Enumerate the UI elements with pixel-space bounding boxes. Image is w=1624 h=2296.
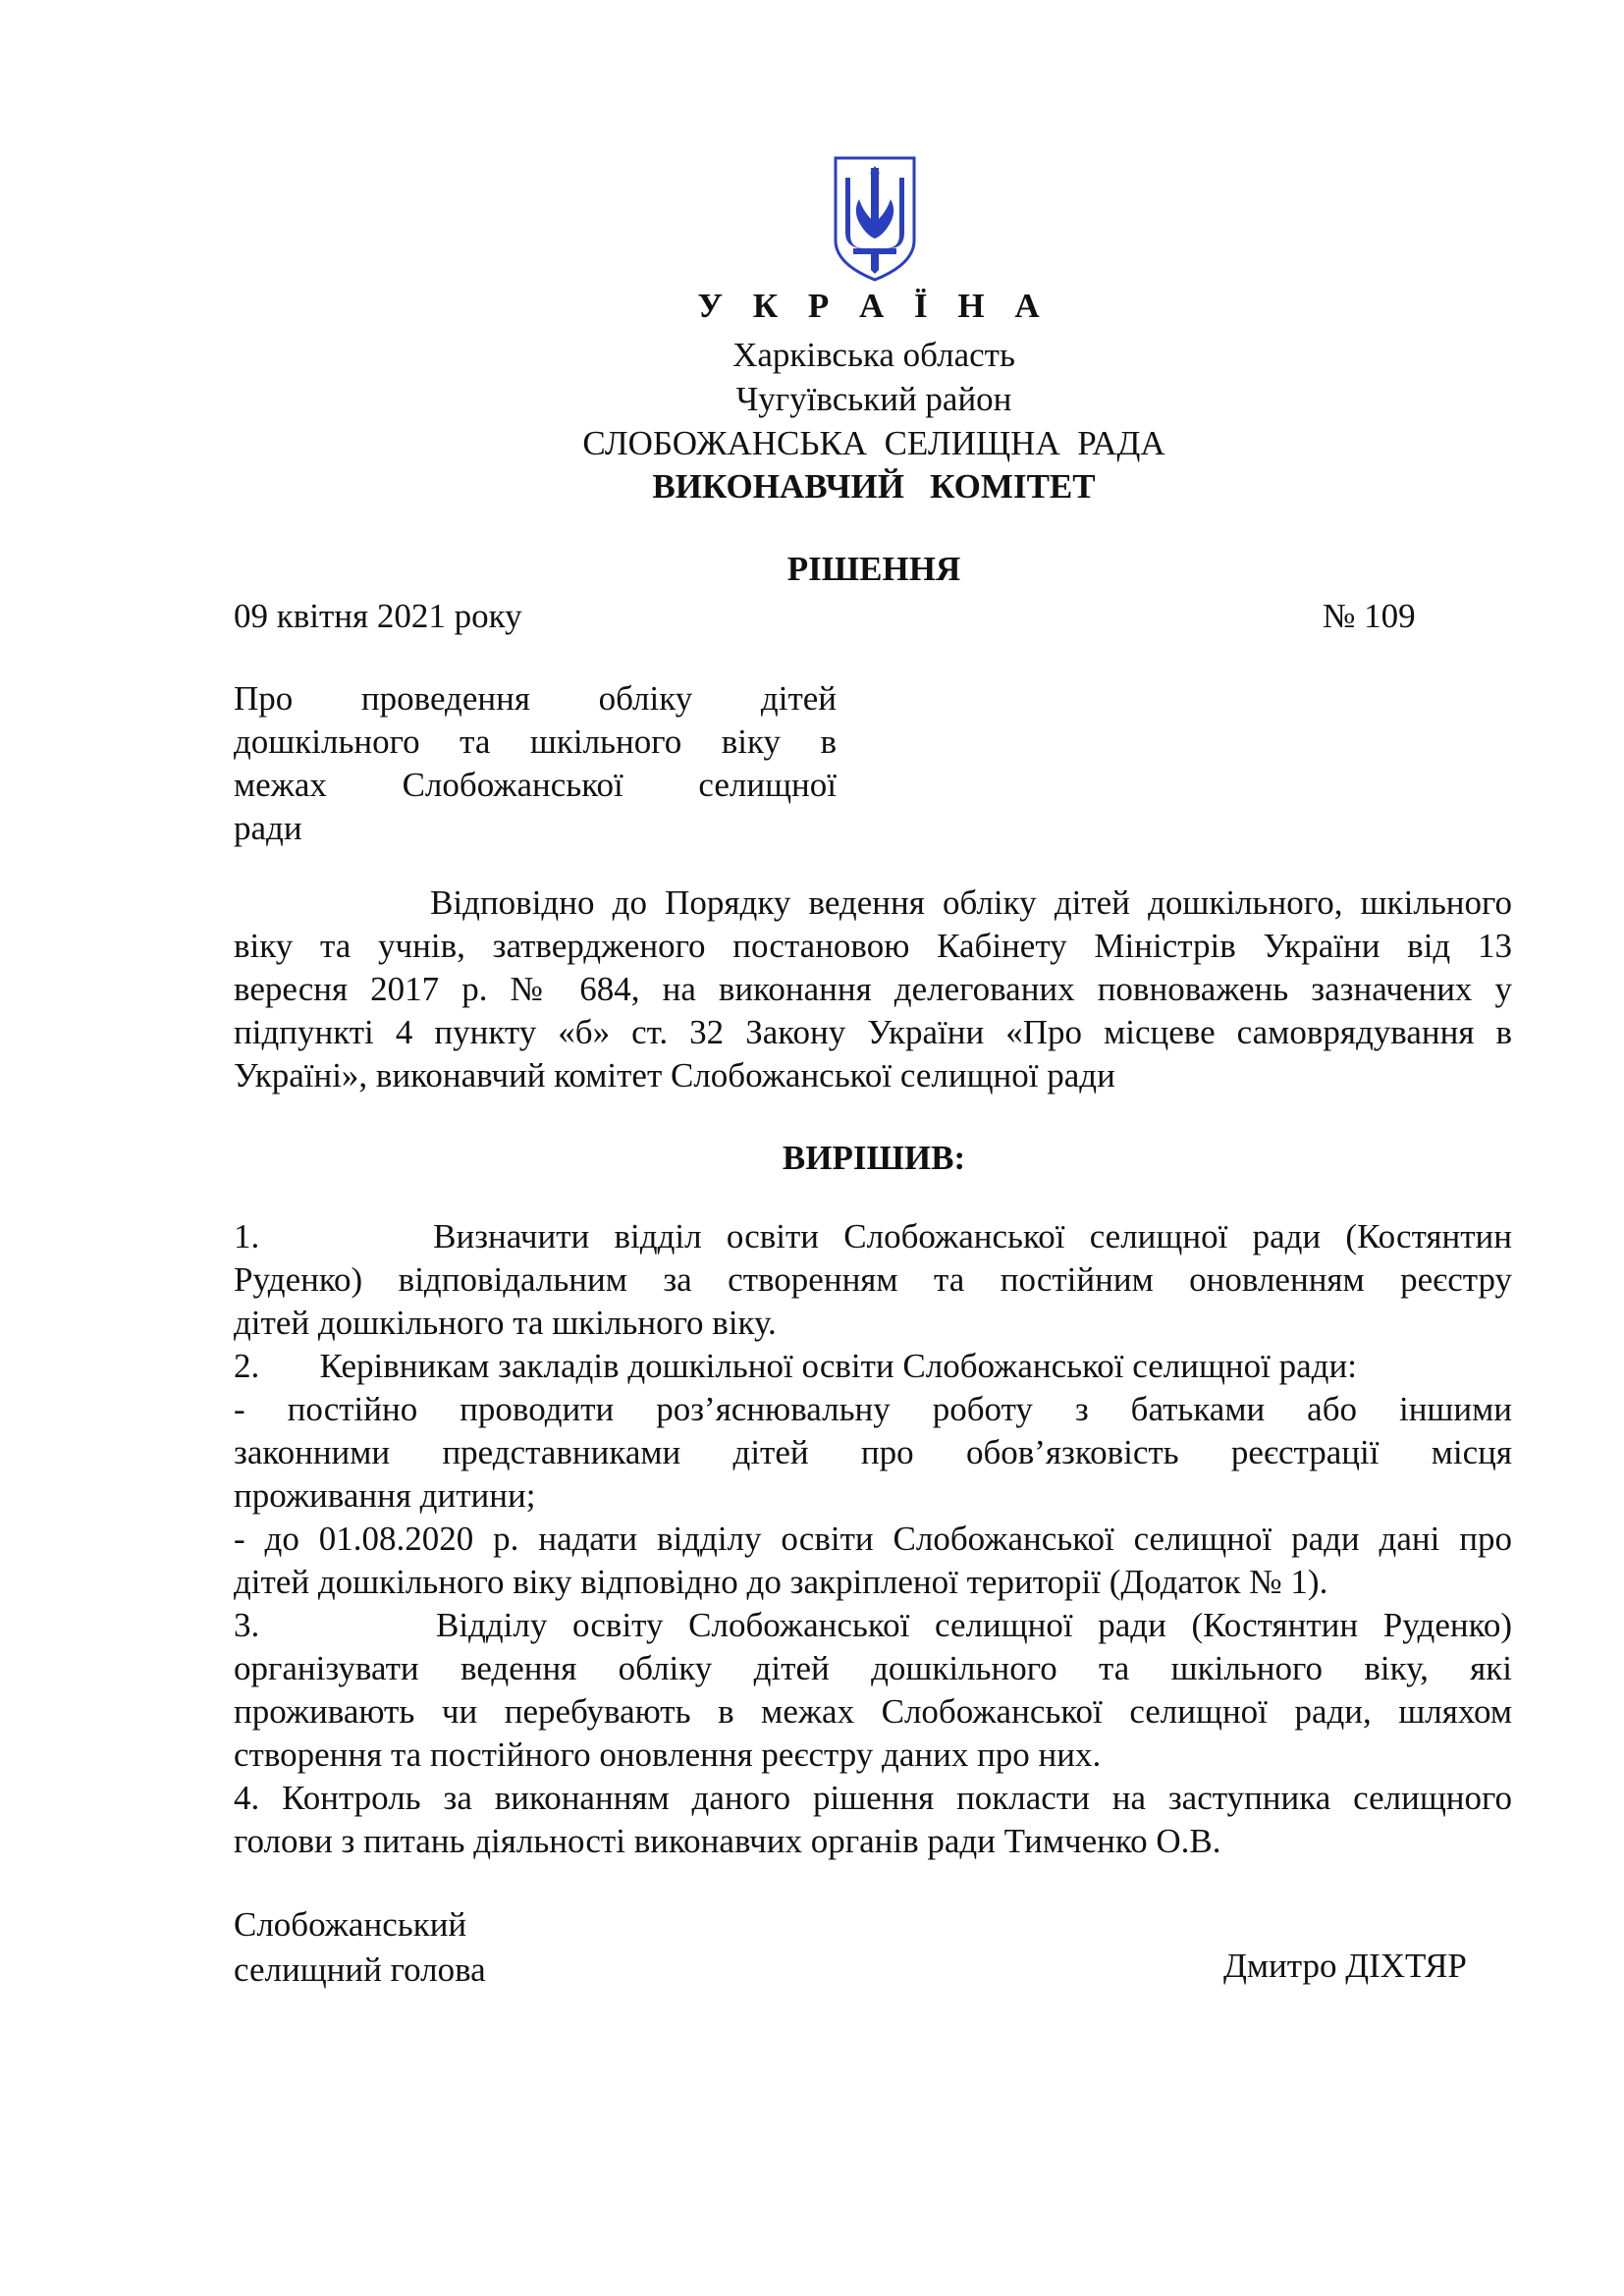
subject-line: ради bbox=[234, 809, 302, 847]
resolved-heading: ВИРІШИВ: bbox=[782, 1139, 966, 1177]
resolution-item-line: 4. Контроль за виконанням даного рішення покласти на заступника селищного bbox=[234, 1779, 1512, 1817]
resolution-item-line: 3. Відділу освіту Слобожанської селищної ради (Костянтин Руденко) bbox=[234, 1606, 1512, 1644]
council-name: СЛОБОЖАНСЬКА СЕЛИЩНА РАДА bbox=[582, 424, 1165, 462]
resolution-item-line: Руденко) відповідальним за створенням та постійним оновленням реєстру bbox=[234, 1260, 1512, 1299]
resolution-items bbox=[234, 1215, 1512, 1863]
subject-line: дошкільного та шкільного віку в bbox=[234, 722, 837, 761]
subject-line: межах Слобожанської селищної bbox=[234, 766, 837, 804]
document-number: № 109 bbox=[1323, 597, 1416, 635]
preamble-line: Україні», виконавчий комітет Слобожанської селищної ради bbox=[234, 1056, 1115, 1095]
resolution-item-line: 1. Визначити відділ освіти Слобожанської селищної ради (Костянтин bbox=[234, 1217, 1512, 1255]
resolution-item-line: проживають чи перебувають в межах Слобожанської селищної ради, шляхом bbox=[234, 1692, 1512, 1731]
resolution-item-line: організувати ведення обліку дітей дошкільного та шкільного віку, які bbox=[234, 1649, 1512, 1687]
resolution-item-line: законними представниками дітей про обов’язковість реєстрації місця bbox=[234, 1433, 1512, 1471]
resolution-item-line: створення та постійного оновлення реєстру даних про них. bbox=[234, 1735, 1102, 1774]
preamble-line: вересня 2017 р. № 684, на виконання делегованих повноважень зазначених у bbox=[234, 970, 1512, 1008]
district-name: Чугуївський район bbox=[735, 380, 1012, 418]
signatory-position-line: селищний голова bbox=[234, 1950, 486, 1989]
coat-of-arms-icon bbox=[832, 154, 918, 284]
resolution-item-line: голови з питань діяльності виконавчих органів ради Тимченко О.В. bbox=[234, 1822, 1221, 1860]
resolution-item-line: - до 01.08.2020 р. надати відділу освіти Слобожанської селищної ради дані про bbox=[234, 1520, 1512, 1558]
resolution-item-line: дітей дошкільного віку відповідно до закріпленої території (Додаток № 1). bbox=[234, 1563, 1328, 1601]
subject-line: Про проведення обліку дітей bbox=[234, 679, 837, 718]
resolution-item-line: 2. Керівникам закладів дошкільної освіти Слобожанської селищної ради: bbox=[234, 1347, 1357, 1385]
document-title: РІШЕННЯ bbox=[786, 550, 961, 588]
committee-name: ВИКОНАВЧИЙ КОМІТЕТ bbox=[652, 467, 1096, 506]
country-name: У К Р А Ї Н А bbox=[697, 287, 1051, 325]
resolution-item-line: дітей дошкільного та шкільного віку. bbox=[234, 1304, 777, 1342]
preamble-line: віку та учнів, затвердженого постановою Кабінету Міністрів України від 13 bbox=[234, 927, 1512, 965]
preamble-line: Відповідно до Порядку ведення обліку дітей дошкільного, шкільного bbox=[234, 883, 1512, 922]
document-subject bbox=[234, 677, 837, 850]
region-name: Харківська область bbox=[732, 336, 1015, 374]
signatory-position-line: Слобожанський bbox=[234, 1905, 467, 1944]
resolution-item-line: - постійно проводити роз’яснювальну роботу з батьками або іншими bbox=[234, 1390, 1512, 1428]
signatory-position bbox=[234, 1902, 486, 1993]
signatory-name: Дмитро ДІХТЯР bbox=[1223, 1947, 1467, 1985]
resolution-item-line: проживання дитини; bbox=[234, 1476, 536, 1515]
document-date: 09 квітня 2021 року bbox=[234, 597, 522, 635]
preamble-line: підпункті 4 пункту «б» ст. 32 Закону України «Про місцеве самоврядування в bbox=[234, 1013, 1512, 1051]
preamble-paragraph bbox=[234, 881, 1512, 1097]
